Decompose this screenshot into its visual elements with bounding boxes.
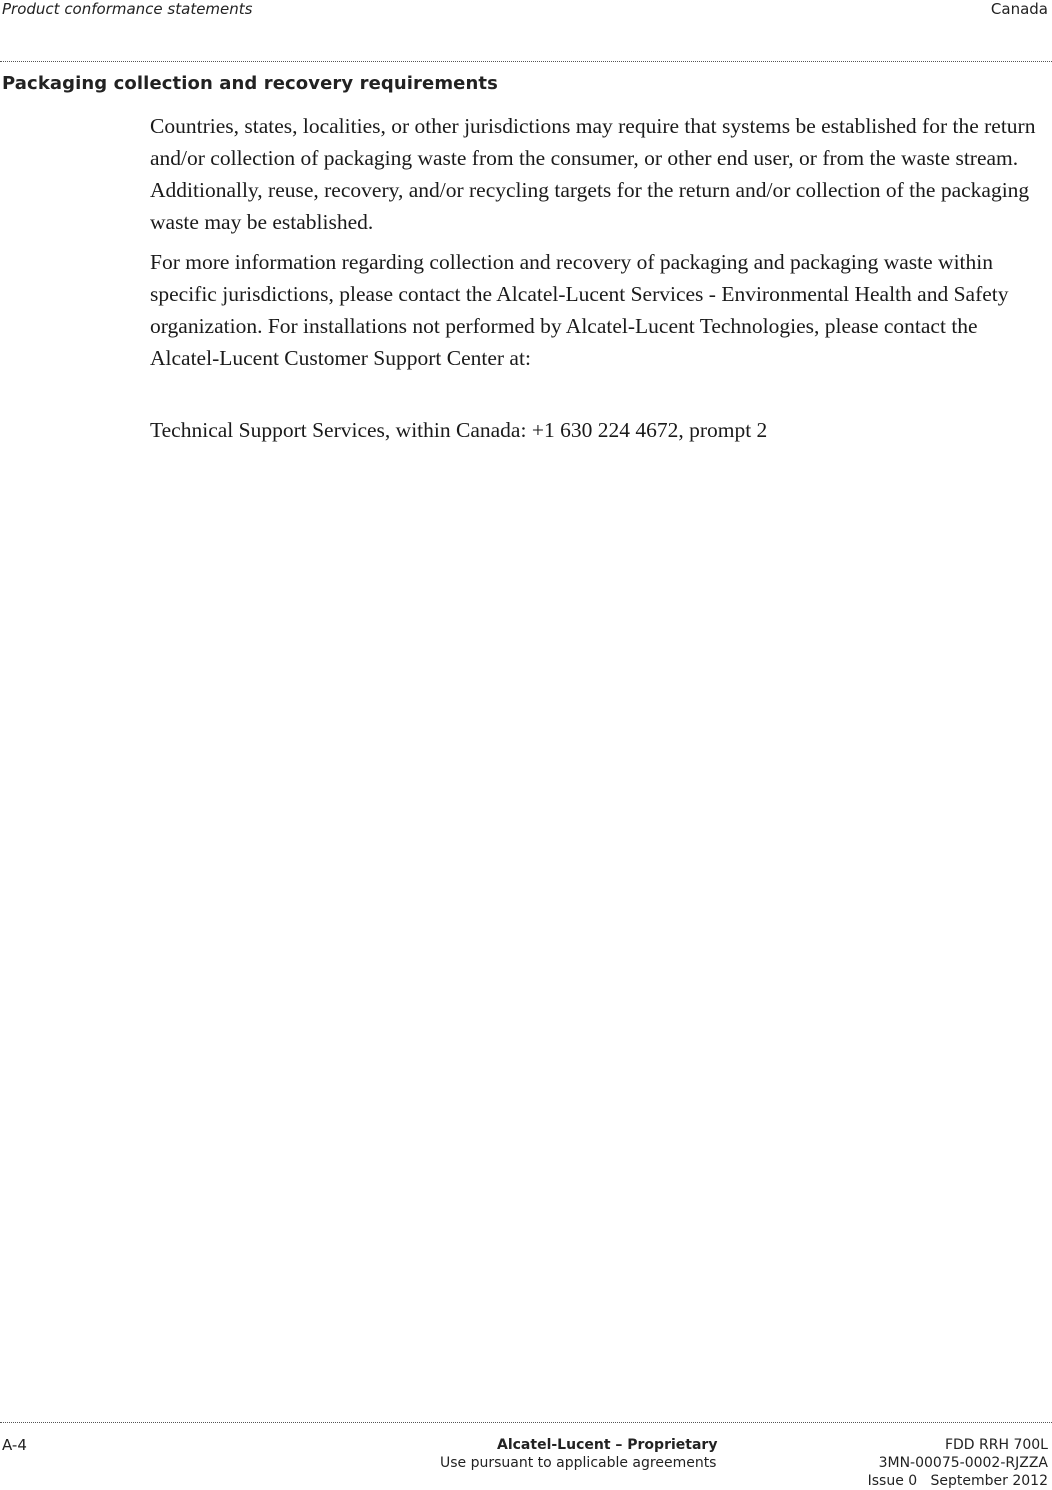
page-number: A-4 xyxy=(2,1436,27,1454)
footer-document-info xyxy=(868,1436,1048,1490)
section-heading: Packaging collection and recovery requirements xyxy=(2,73,498,94)
issue-date: Issue 0 September 2012 xyxy=(867,1473,1048,1489)
running-header-section: Product conformance statements xyxy=(2,0,253,18)
proprietary-label: Alcatel-Lucent – Proprietary xyxy=(497,1437,718,1453)
agreement-label: Use pursuant to applicable agreements xyxy=(440,1455,717,1471)
paragraph-requirements: Countries, states, localities, or other jurisdictions may require that systems be established for the return and/or collection of packaging waste from the consumer, or other end user, or from the waste stream. Additionally, reuse, recovery, and/or recycling targets for the return and/or collection of the packaging waste may be established. xyxy=(150,114,1036,234)
running-header-chapter: Canada xyxy=(990,0,1048,18)
footer-proprietary-notice xyxy=(440,1436,860,1472)
header-divider xyxy=(0,61,1052,62)
footer-divider xyxy=(0,1422,1052,1423)
paragraph-more-information: For more information regarding collection and recovery of packaging and packaging waste within specific jurisdictions, please contact the Alcatel-Lucent Services - Environmental Health and Safety organization. For installations not performed by Alcatel-Lucent Technologies, please contact the Alcatel-Lucent Customer Support Center at: xyxy=(150,250,1009,370)
paragraph-support-contact: Technical Support Services, within Canada: +1 630 224 4672, prompt 2 xyxy=(150,418,768,442)
document-number: 3MN-00075-0002-RJZZA xyxy=(878,1455,1048,1471)
product-name: FDD RRH 700L xyxy=(944,1437,1048,1453)
